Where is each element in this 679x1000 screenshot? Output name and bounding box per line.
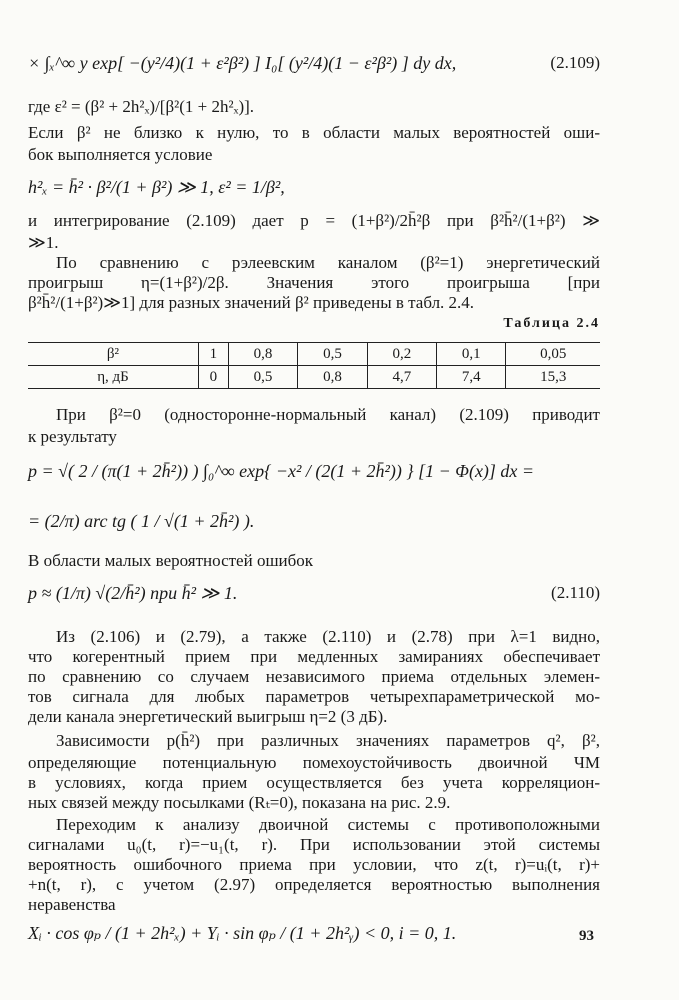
text-line: дели канала энергетический выигрыш η=2 (3 дБ). xyxy=(28,707,388,726)
equation-condition: h²ₓ = h̄² · β²/(1 + β²) ≫ 1, ε² = 1/β², xyxy=(28,177,285,197)
text-line: что когерентный прием при медленных замираниях обеспечивает xyxy=(28,647,600,666)
equation-2-110: p ≈ (1/π) √(2/h̄²) при h̄² ≫ 1. xyxy=(28,583,238,603)
text-line: вероятность ошибочного приема при условии, что z(t, r)=uᵢ(t, r)+ xyxy=(28,855,600,874)
text-line: β²h̄²/(1+β²)≫1] для разных значений β² приведены в табл. 2.4. xyxy=(28,293,475,312)
text-line: тов сигнала для любых параметров четырехпараметрической мо- xyxy=(28,687,600,706)
text-line: +n(t, r), с учетом (2.97) определяется вероятностью выполнения xyxy=(28,875,600,894)
table-cell: 15,3 xyxy=(506,366,600,389)
text-line: Из (2.106) и (2.79), а также (2.110) и (2.78) при λ=1 видно, xyxy=(56,627,600,646)
table-cell: 0,1 xyxy=(437,343,506,366)
table-cell: 1 xyxy=(199,343,229,366)
text-line: проигрыш η=(1+β²)/2β. Значения этого проигрыша [при xyxy=(28,273,600,292)
equation-inequality: Xᵢ · cos φₚ / (1 + 2h²ₓ) + Yᵢ · sin φₚ / (1 + 2h²ᵧ) < 0, i = 0, 1. xyxy=(28,923,457,943)
table-cell: 0 xyxy=(199,366,229,389)
table-cell: 0,8 xyxy=(228,343,297,366)
table-cell: η, дБ xyxy=(28,366,199,389)
text-line: Зависимости p(h̄²) при различных значениях параметров q², β², xyxy=(56,731,600,750)
table-2-4 xyxy=(28,342,600,389)
text-line: определяющие потенциальную помехоустойчивость двоичной ЧМ xyxy=(28,753,600,772)
text-line: неравенства xyxy=(28,895,116,914)
table-cell: 0,5 xyxy=(228,366,297,389)
table-cell: 0,5 xyxy=(298,343,367,366)
text-line: к результату xyxy=(28,427,117,446)
text-line: По сравнению с рэлеевским каналом (β²=1) энергетический xyxy=(56,253,600,272)
text-line: ≫1. xyxy=(28,233,59,252)
equation-number-2-109: (2.109) xyxy=(550,53,600,72)
page-number: 93 xyxy=(579,928,594,944)
text-line: сигналами u₀(t, r)=−u₁(t, r). При использовании этой системы xyxy=(28,835,600,854)
text-line: где ε² = (β² + 2h²ₓ)/[β²(1 + 2h²ₓ)]. xyxy=(28,97,255,116)
equation-p-integral: p = √( 2 / (π(1 + 2h̄²)) ) ∫₀^∞ exp{ −x² / (2(1 + 2h̄²)) } [1 − Φ(x)] dx = xyxy=(28,461,535,481)
text-line: по сравнению со случаем независимого приема отдельных элемен- xyxy=(28,667,600,686)
table-row-eta xyxy=(28,366,600,389)
table-row-beta xyxy=(28,343,600,366)
table-cell: 0,2 xyxy=(367,343,436,366)
text-line: При β²=0 (односторонне-нормальный канал) (2.109) приводит xyxy=(56,405,600,424)
table-cell: 7,4 xyxy=(437,366,506,389)
table-cell: 0,05 xyxy=(506,343,600,366)
table-caption: Таблица 2.4 xyxy=(503,316,600,331)
text-line: в условиях, когда прием осуществляется без учета корреляцион- xyxy=(28,773,600,792)
text-line: и интегрирование (2.109) дает p = (1+β²)/2h̄²β при β²h̄²/(1+β²) ≫ xyxy=(28,211,600,230)
equation-p-arctg: = (2/π) arc tg ( 1 / √(1 + 2h̄²) ). xyxy=(28,511,255,531)
equation-2-109: × ∫ₓ^∞ y exp[ −(y²/4)(1 + ε²β²) ] I₀[ (y²/4)(1 − ε²β²) ] dy dx, xyxy=(28,53,457,73)
table-cell: 4,7 xyxy=(367,366,436,389)
table-cell: 0,8 xyxy=(298,366,367,389)
equation-number-2-110: (2.110) xyxy=(551,583,600,602)
text-line: Если β² не близко к нулю, то в области малых вероятностей оши- xyxy=(28,123,600,142)
table-cell: β² xyxy=(28,343,199,366)
text-line: бок выполняется условие xyxy=(28,145,213,164)
text-line: ных связей между посылками (Rₜ=0), показана на рис. 2.9. xyxy=(28,793,451,812)
text-line: Переходим к анализу двоичной системы с противоположными xyxy=(56,815,600,834)
text-line: В области малых вероятностей ошибок xyxy=(28,551,314,570)
